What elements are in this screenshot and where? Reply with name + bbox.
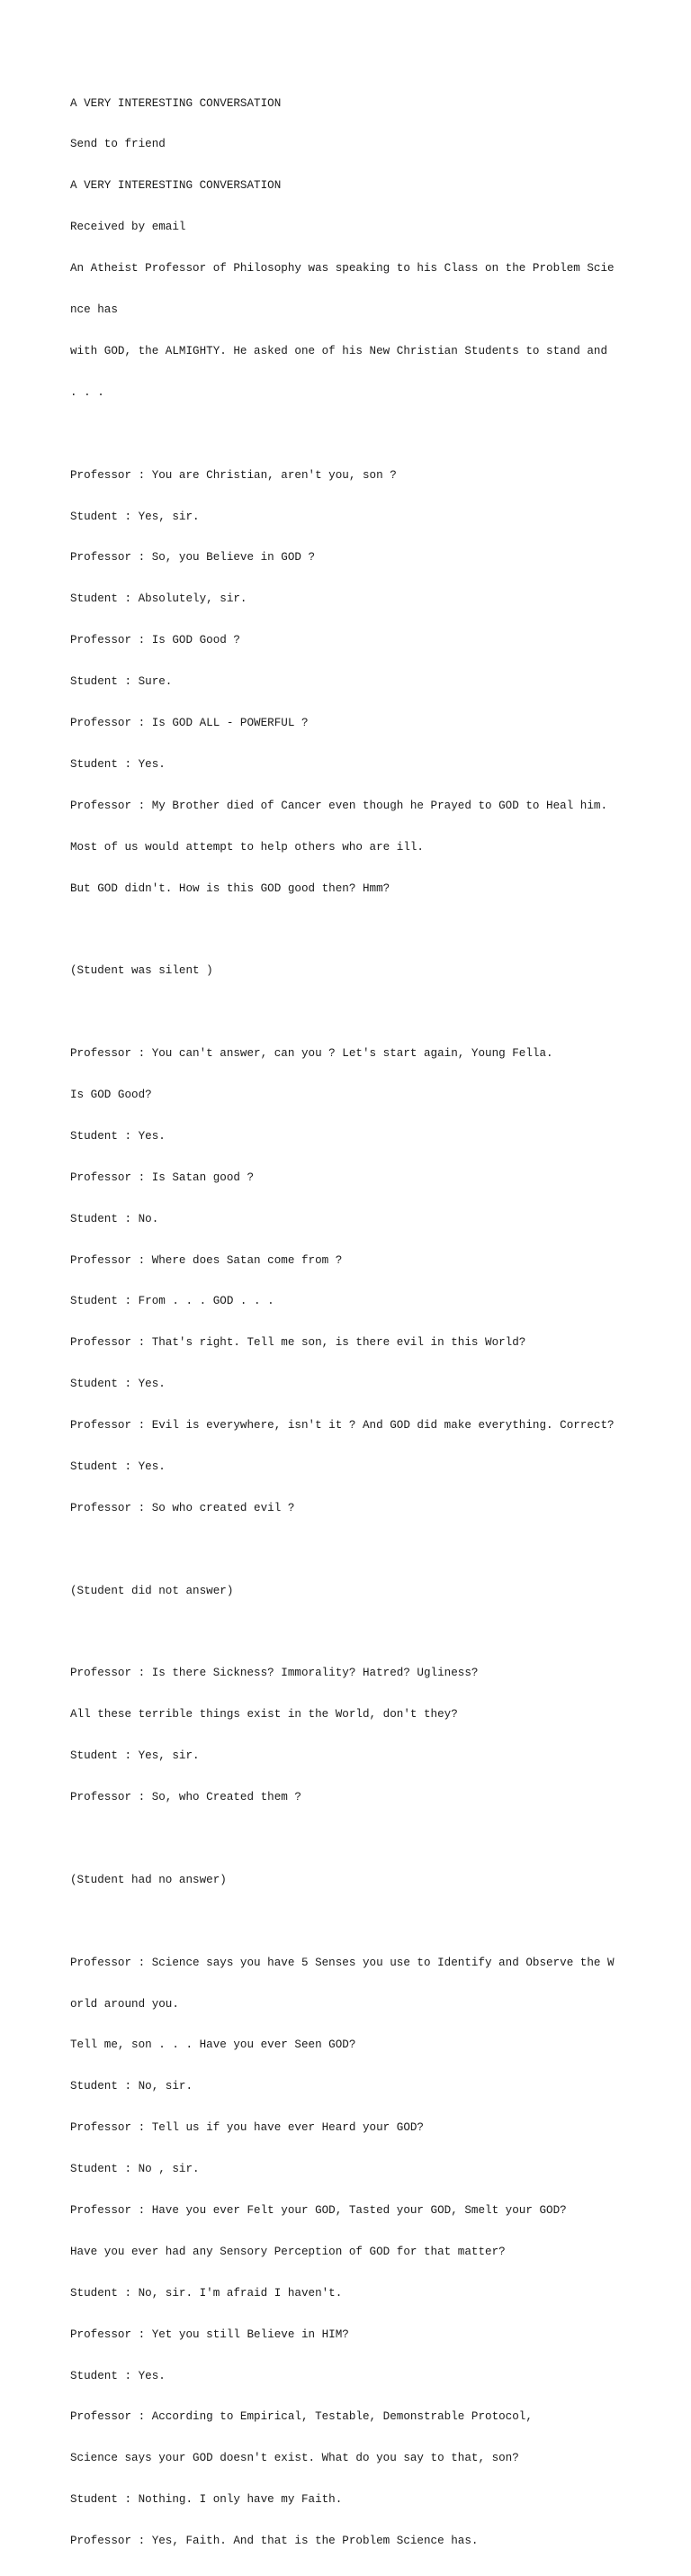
received-by-email-text: Received by email <box>70 221 186 234</box>
text-line: Professor : Science says you have 5 Senses you use to Identify and Observe the W <box>70 1956 615 1969</box>
text-line: Student : Sure. <box>70 675 173 689</box>
blank-line <box>70 923 646 936</box>
document-subtitle: A VERY INTERESTING CONVERSATION <box>70 179 282 193</box>
text-line: Student : Yes. <box>70 1460 166 1473</box>
text-line: Most of us would attempt to help others who are ill. <box>70 840 424 854</box>
text-line: Professor : Is Satan good ? <box>70 1170 255 1184</box>
text-line: Student : Yes. <box>70 1129 166 1143</box>
text-line: But GOD didn't. How is this GOD good then? Hmm? <box>70 881 390 895</box>
text-line: Student : No, sir. <box>70 2080 193 2093</box>
text-line: Professor : Is there Sickness? Immorality? Hatred? Ugliness? <box>70 1667 479 1680</box>
blank-line <box>70 1915 646 1929</box>
text-line: Student : No , sir. <box>70 2163 200 2176</box>
text-line: Student : No. <box>70 1212 159 1225</box>
text-line: Professor : My Brother died of Cancer even though he Prayed to GOD to Heal him. <box>70 799 608 812</box>
text-line: Student : Yes. <box>70 1378 166 1391</box>
text-line: Professor : Is GOD ALL - POWERFUL ? <box>70 716 309 729</box>
text-line: Professor : Tell us if you have ever Heard your GOD? <box>70 2121 424 2135</box>
text-line: Professor : According to Empirical, Testable, Demonstrable Protocol, <box>70 2410 533 2424</box>
text-line: Is GOD Good? <box>70 1088 152 1101</box>
text-line: Professor : You are Christian, aren't you, son ? <box>70 468 397 482</box>
text-line: nce has <box>70 303 118 317</box>
text-line: Professor : You can't answer, can you ? Let's start again, Young Fella. <box>70 1047 553 1061</box>
text-line: Professor : So who created evil ? <box>70 1501 295 1514</box>
text-line: with GOD, the ALMIGHTY. He asked one of his New Christian Students to stand and <box>70 344 608 357</box>
document-title: A VERY INTERESTING CONVERSATION <box>70 96 282 110</box>
text-line: All these terrible things exist in the World, don't they? <box>70 1708 458 1722</box>
text-line: An Atheist Professor of Philosophy was speaking to his Class on the Problem Scie <box>70 262 615 276</box>
text-line: Professor : Yes, Faith. And that is the Problem Science has. <box>70 2535 479 2548</box>
text-line: Professor : Where does Satan come from ? <box>70 1253 343 1267</box>
text-line: (Student had no answer) <box>70 1873 227 1886</box>
blank-line <box>70 1832 646 1846</box>
text-line: Professor : So, who Created them ? <box>70 1791 301 1804</box>
blank-line <box>70 428 646 441</box>
blank-line <box>70 1626 646 1640</box>
text-line: (Student was silent ) <box>70 964 213 978</box>
text-line: Student : From . . . GOD . . . <box>70 1295 274 1308</box>
text-line: Student : Yes. <box>70 2369 166 2382</box>
text-line: Professor : That's right. Tell me son, is there evil in this World? <box>70 1336 526 1350</box>
text-line: Professor : So, you Believe in GOD ? <box>70 551 316 565</box>
text-line: Professor : Evil is everywhere, isn't it ? And GOD did make everything. Correct? <box>70 1419 615 1433</box>
text-line: Professor : Have you ever Felt your GOD, Tasted your GOD, Smelt your GOD? <box>70 2204 567 2218</box>
text-line: Professor : Is GOD Good ? <box>70 634 240 647</box>
text-line: orld around you. <box>70 1997 179 2011</box>
send-to-friend-text: Send to friend <box>70 138 166 151</box>
text-line: Student : Yes, sir. <box>70 1749 200 1763</box>
document-body <box>70 69 646 2576</box>
text-line: (Student did not answer) <box>70 1584 234 1597</box>
text-line: . . . <box>70 385 104 399</box>
text-line: Professor : Yet you still Believe in HIM? <box>70 2327 349 2341</box>
text-line: Student : No, sir. I'm afraid I haven't. <box>70 2286 343 2300</box>
text-line: Student : Absolutely, sir. <box>70 592 247 606</box>
text-line: Science says your GOD doesn't exist. What do you say to that, son? <box>70 2452 519 2465</box>
text-line: Student : Yes, sir. <box>70 510 200 523</box>
text-line: Tell me, son . . . Have you ever Seen GOD? <box>70 2038 356 2052</box>
blank-line <box>70 1006 646 1019</box>
blank-line <box>70 1543 646 1557</box>
text-line: Have you ever had any Sensory Perception of GOD for that matter? <box>70 2245 506 2258</box>
text-line: Student : Yes. <box>70 757 166 771</box>
text-line: Student : Nothing. I only have my Faith. <box>70 2493 343 2507</box>
